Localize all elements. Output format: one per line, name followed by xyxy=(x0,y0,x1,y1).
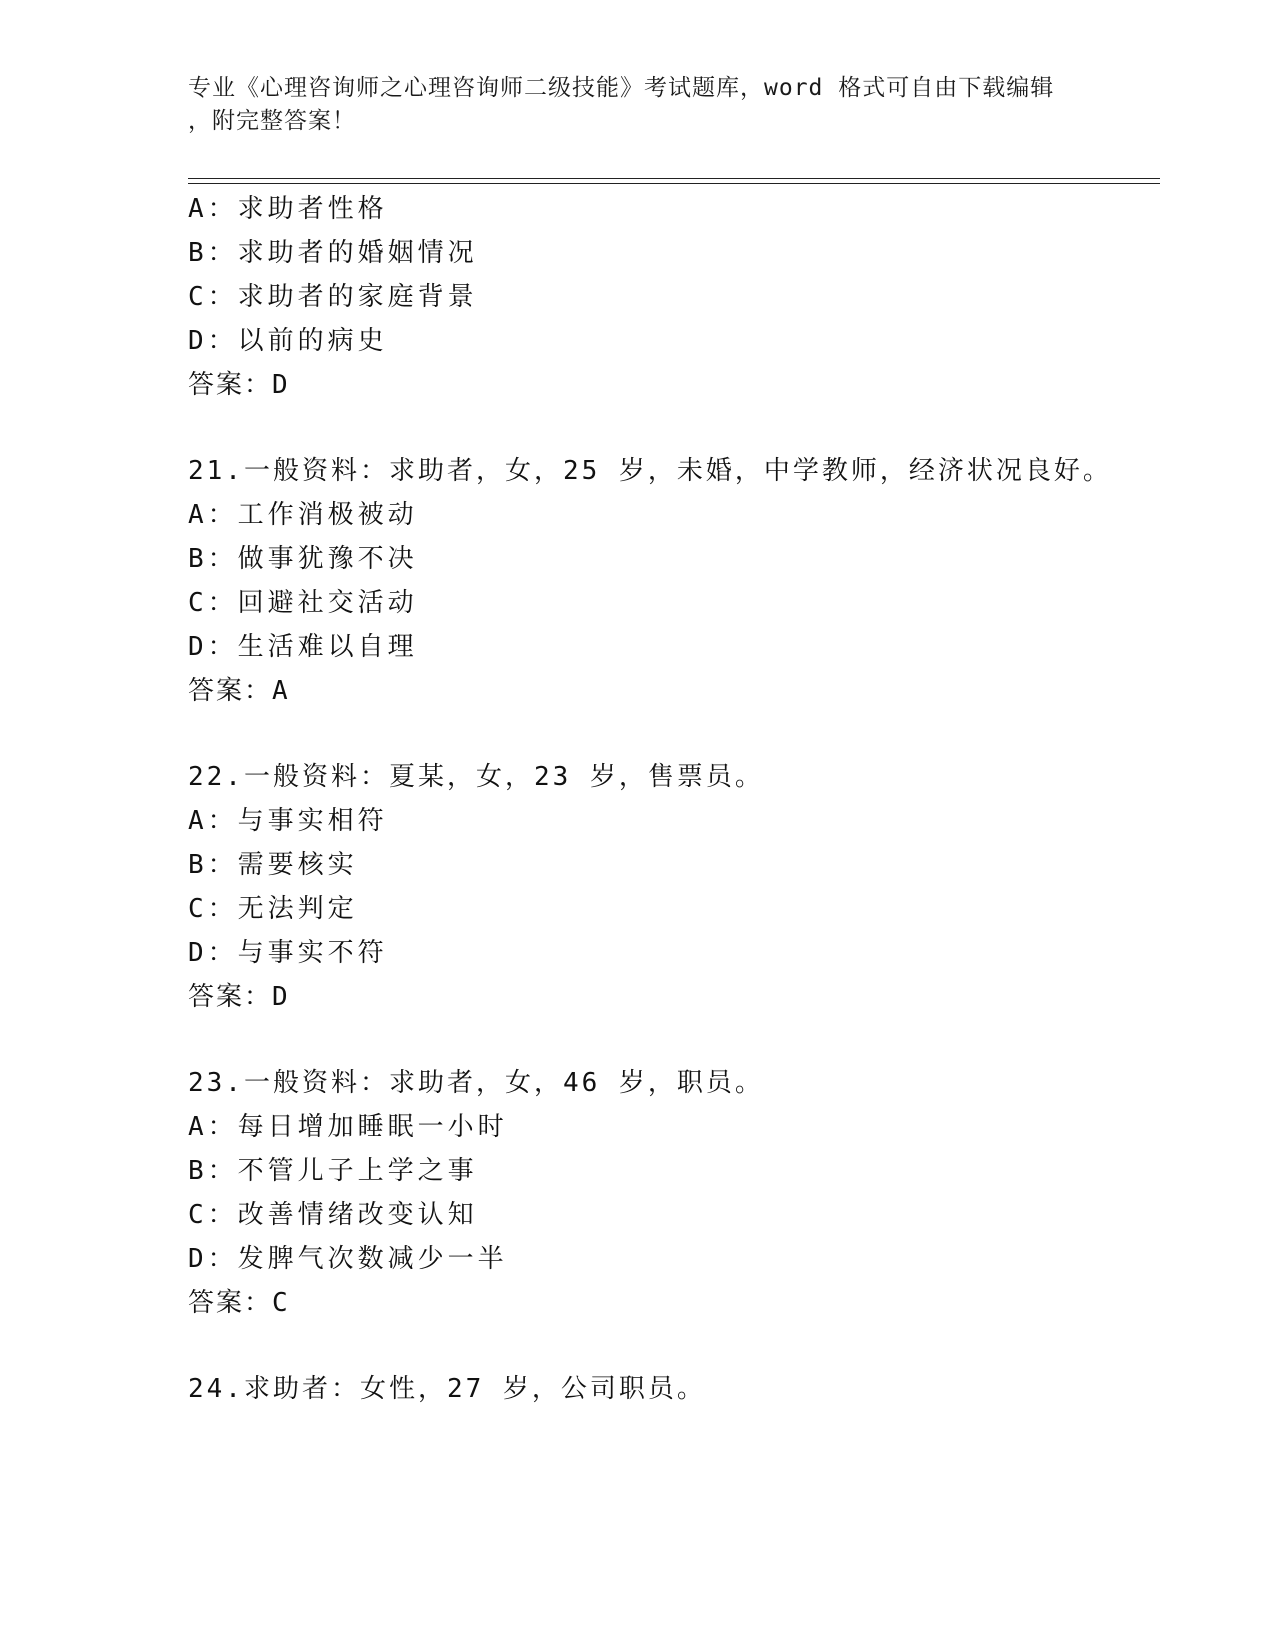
q23-option-a: A：每日增加睡眠一小时 xyxy=(188,1112,508,1142)
q20-answer: 答案：D xyxy=(188,370,290,400)
q21-answer: 答案：A xyxy=(188,676,290,706)
header-divider-bottom xyxy=(188,183,1160,184)
q22-option-a: A：与事实相符 xyxy=(188,806,388,836)
q22-option-b: B：需要核实 xyxy=(188,850,358,880)
q20-option-c: C：求助者的家庭背景 xyxy=(188,282,478,312)
q21-option-d: D：生活难以自理 xyxy=(188,632,418,662)
q23-answer: 答案：C xyxy=(188,1288,290,1318)
header-divider-top xyxy=(188,178,1160,179)
q22-stem: 22.一般资料：夏某，女，23 岁，售票员。 xyxy=(188,762,764,792)
document-header xyxy=(188,72,1088,138)
q24-stem: 24.求助者：女性，27 岁，公司职员。 xyxy=(188,1374,706,1404)
q22-answer: 答案：D xyxy=(188,982,290,1012)
header-line-1: 专业《心理咨询师之心理咨询师二级技能》考试题库，word 格式可自由下载编辑 xyxy=(188,75,1055,101)
q23-option-b: B：不管儿子上学之事 xyxy=(188,1156,478,1186)
q20-option-d: D：以前的病史 xyxy=(188,326,388,356)
q21-stem: 21.一般资料：求助者，女，25 岁，未婚，中学教师，经济状况良好。 xyxy=(188,456,1112,486)
q20-option-b: B：求助者的婚姻情况 xyxy=(188,238,478,268)
q21-option-b: B：做事犹豫不决 xyxy=(188,544,418,574)
q22-option-d: D：与事实不符 xyxy=(188,938,388,968)
q23-stem: 23.一般资料：求助者，女，46 岁，职员。 xyxy=(188,1068,764,1098)
q23-option-d: D：发脾气次数减少一半 xyxy=(188,1244,508,1274)
q21-option-a: A：工作消极被动 xyxy=(188,500,418,530)
header-line-2: ，附完整答案！ xyxy=(188,108,356,134)
q21-option-c: C：回避社交活动 xyxy=(188,588,418,618)
q20-option-a: A：求助者性格 xyxy=(188,194,388,224)
q23-option-c: C：改善情绪改变认知 xyxy=(188,1200,478,1230)
q22-option-c: C：无法判定 xyxy=(188,894,358,924)
